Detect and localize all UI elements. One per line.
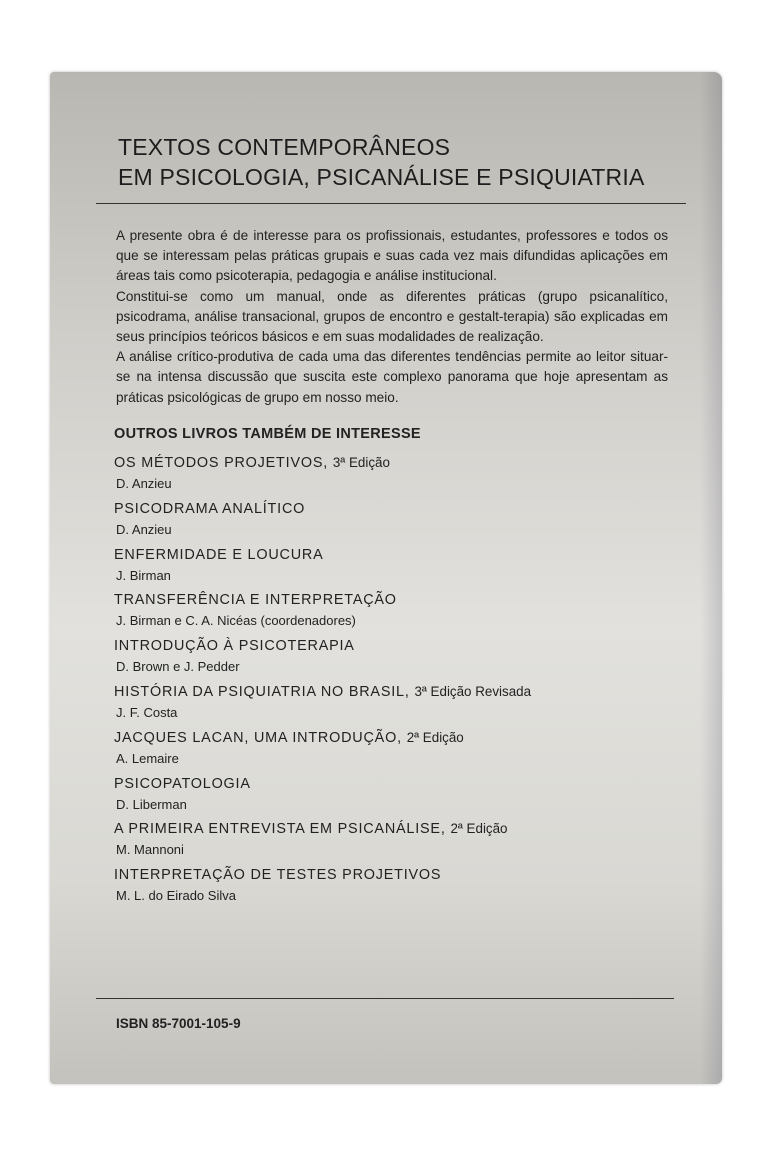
- series-title-line-2: EM PSICOLOGIA, PSICANÁLISE E PSIQUIATRIA: [118, 164, 645, 190]
- series-title-line-1: TEXTOS CONTEMPORÂNEOS: [118, 134, 451, 160]
- book-entry: [114, 864, 674, 910]
- book-author: D. Brown e J. Pedder: [116, 659, 240, 675]
- book-entry: [114, 452, 674, 498]
- book-author: D. Anzieu: [116, 476, 172, 491]
- book-back-cover: [50, 72, 722, 1084]
- description-paragraph: Constitui-se como um manual, onde as diferentes práticas (grupo psicanalítico, psicodrama, análise transacional, grupos de encontro e gestalt-terapia) são explicadas em seus princípios teóricos básicos e em suas modalidades de realização.: [116, 288, 668, 345]
- book-description: [116, 226, 668, 408]
- book-edition: 2ª Edição: [406, 729, 464, 745]
- book-title: INTRODUÇÃO À PSICOTERAPIA: [114, 638, 355, 655]
- book-entry: [114, 544, 674, 590]
- book-entry: [114, 773, 674, 819]
- book-title: JACQUES LACAN, UMA INTRODUÇÃO,: [114, 729, 402, 746]
- book-author: J. Birman: [116, 567, 171, 583]
- other-books-list: [114, 452, 674, 910]
- series-title: [118, 132, 645, 192]
- description-paragraph: A presente obra é de interesse para os profissionais, estudantes, professores e todos os que se interessam pelas práticas grupais e suas cada vez mais difundidas aplicações em áreas tais como psicoterapia, pedagogia e análise institucional.: [116, 228, 668, 284]
- book-author: M. Mannoni: [116, 842, 184, 858]
- book-author: A. Lemaire: [116, 750, 179, 766]
- book-title: A PRIMEIRA ENTREVISTA EM PSICANÁLISE,: [114, 821, 446, 838]
- book-author: M. L. do Eirado Silva: [116, 888, 236, 904]
- other-books-heading: OUTROS LIVROS TAMBÉM DE INTERESSE: [114, 426, 421, 442]
- bottom-divider: [96, 998, 674, 999]
- book-entry: [114, 589, 674, 635]
- book-title: ENFERMIDADE E LOUCURA: [114, 546, 324, 563]
- book-edition: 3ª Edição: [332, 455, 390, 470]
- book-title: OS MÉTODOS PROJETIVOS,: [114, 455, 329, 471]
- book-edition: 3ª Edição Revisada: [414, 683, 532, 699]
- book-title: INTERPRETAÇÃO DE TESTES PROJETIVOS: [114, 867, 442, 884]
- book-entry: [114, 635, 674, 681]
- book-title: PSICODRAMA ANALÍTICO: [114, 500, 306, 517]
- book-author: J. Birman e C. A. Nicéas (coordenadores): [116, 613, 356, 629]
- book-author: D. Liberman: [116, 796, 187, 812]
- book-title: TRANSFERÊNCIA E INTERPRETAÇÃO: [114, 592, 397, 609]
- isbn-number: ISBN 85-7001-105-9: [116, 1016, 241, 1031]
- top-divider: [96, 203, 686, 204]
- book-author: D. Anzieu: [116, 521, 172, 537]
- description-paragraph: A análise crítico-produtiva de cada uma das diferentes tendências permite ao leitor situar-se na intensa discussão que suscita este complexo panorama que hoje apresentam as práticas psicológicas de grupo em nosso meio.: [116, 349, 668, 405]
- book-entry: [114, 681, 674, 727]
- book-entry: [114, 818, 674, 864]
- book-entry: [114, 498, 674, 544]
- book-title: PSICOPATOLOGIA: [114, 775, 251, 792]
- book-title: HISTÓRIA DA PSIQUIATRIA NO BRASIL,: [114, 683, 410, 700]
- book-edition: 2ª Edição: [450, 821, 508, 837]
- book-author: J. F. Costa: [116, 704, 178, 720]
- book-entry: [114, 727, 674, 773]
